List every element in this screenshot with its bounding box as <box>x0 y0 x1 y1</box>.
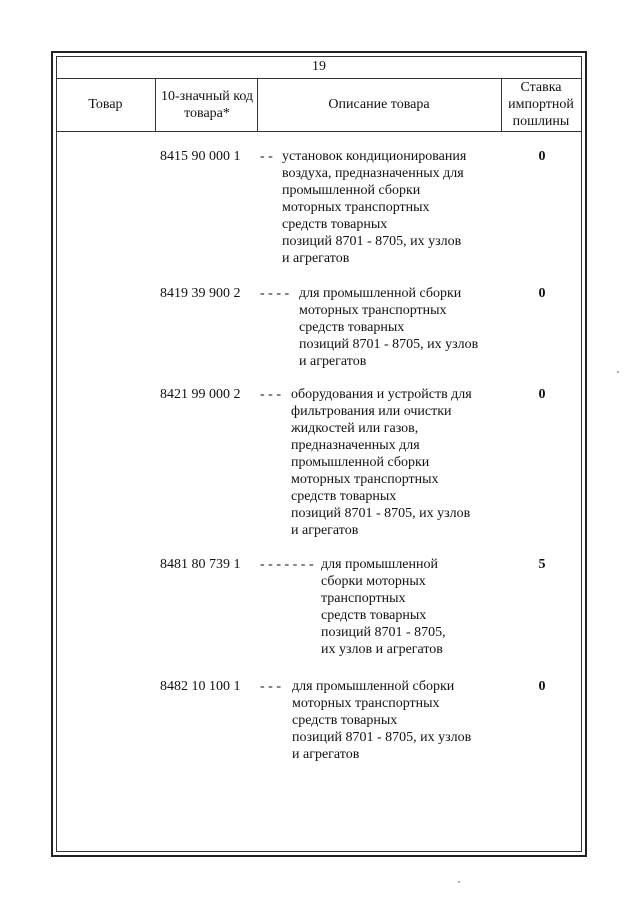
product-code: 8421 99 000 2 <box>160 387 241 402</box>
header-description-label: Описание товара <box>328 97 430 112</box>
product-code: 8415 90 000 1 <box>160 149 241 164</box>
description-line: позиций 8701 - 8705, их узлов <box>282 234 462 249</box>
description-line: промышленной сборки <box>291 455 430 470</box>
description-line: средств товарных <box>282 217 388 232</box>
header-code-label: 10-значный код товара* <box>160 89 254 121</box>
description-line: и агрегатов <box>282 251 350 266</box>
description-line: позиций 8701 - 8705, их узлов <box>291 506 471 521</box>
hierarchy-dashes: - - - <box>260 387 281 402</box>
description-line: и агрегатов <box>292 747 360 762</box>
import-duty-rate: 0 <box>538 387 546 402</box>
import-duty-rate: 0 <box>538 149 546 164</box>
product-code: 8481 80 739 1 <box>160 557 241 572</box>
description-line: позиций 8701 - 8705, их узлов <box>292 730 472 745</box>
description-line: жидкостей или газов, <box>291 421 419 436</box>
hierarchy-dashes: - - - <box>260 679 281 694</box>
hierarchy-dashes: - - - - <box>260 286 290 301</box>
description-line: промышленной сборки <box>282 183 421 198</box>
description-line: средств товарных <box>292 713 398 728</box>
header-description <box>257 78 501 131</box>
description-line: моторных транспортных <box>282 200 430 215</box>
header-bottom-rule <box>56 131 582 132</box>
description-line: оборудования и устройств для <box>291 387 472 402</box>
description-line: средств товарных <box>299 320 405 335</box>
description-line: моторных транспортных <box>291 472 439 487</box>
hierarchy-dashes: - - - - - - - <box>260 557 314 572</box>
header-product-label: Товар <box>88 97 123 112</box>
import-duty-rate: 5 <box>538 557 546 572</box>
description-line: воздуха, предназначенных для <box>282 166 464 181</box>
description-line: моторных транспортных <box>299 303 447 318</box>
header-divider-3 <box>501 78 502 131</box>
description-line: и агрегатов <box>291 523 359 538</box>
header-divider-1 <box>155 78 156 131</box>
description-line: и агрегатов <box>299 354 367 369</box>
import-duty-rate: 0 <box>538 286 546 301</box>
description-line: их узлов и агрегатов <box>321 642 443 657</box>
description-line: позиций 8701 - 8705, <box>321 625 446 640</box>
description-line: фильтрования или очистки <box>291 404 452 419</box>
scan-speck <box>617 371 619 373</box>
description-line: для промышленной сборки <box>299 286 462 301</box>
page-number: 19 <box>312 59 326 74</box>
description-line: для промышленной сборки <box>292 679 455 694</box>
description-line: моторных транспортных <box>292 696 440 711</box>
description-line: транспортных <box>321 591 406 606</box>
header-rate-label: Ставка импортной пошлины <box>508 80 574 129</box>
header-product <box>56 78 155 131</box>
description-line: для промышленной <box>321 557 438 572</box>
import-duty-rate: 0 <box>538 679 546 694</box>
product-code: 8419 39 900 2 <box>160 286 241 301</box>
description-line: установок кондиционирования <box>282 149 467 164</box>
description-line: средств товарных <box>291 489 397 504</box>
product-code: 8482 10 100 1 <box>160 679 241 694</box>
header-rate <box>503 78 579 131</box>
description-line: позиций 8701 - 8705, их узлов <box>299 337 479 352</box>
description-line: предназначенных для <box>291 438 420 453</box>
description-line: средств товарных <box>321 608 427 623</box>
scan-speck <box>458 881 460 883</box>
hierarchy-dashes: - - <box>260 149 273 164</box>
header-code <box>160 82 254 128</box>
description-line: сборки моторных <box>321 574 426 589</box>
